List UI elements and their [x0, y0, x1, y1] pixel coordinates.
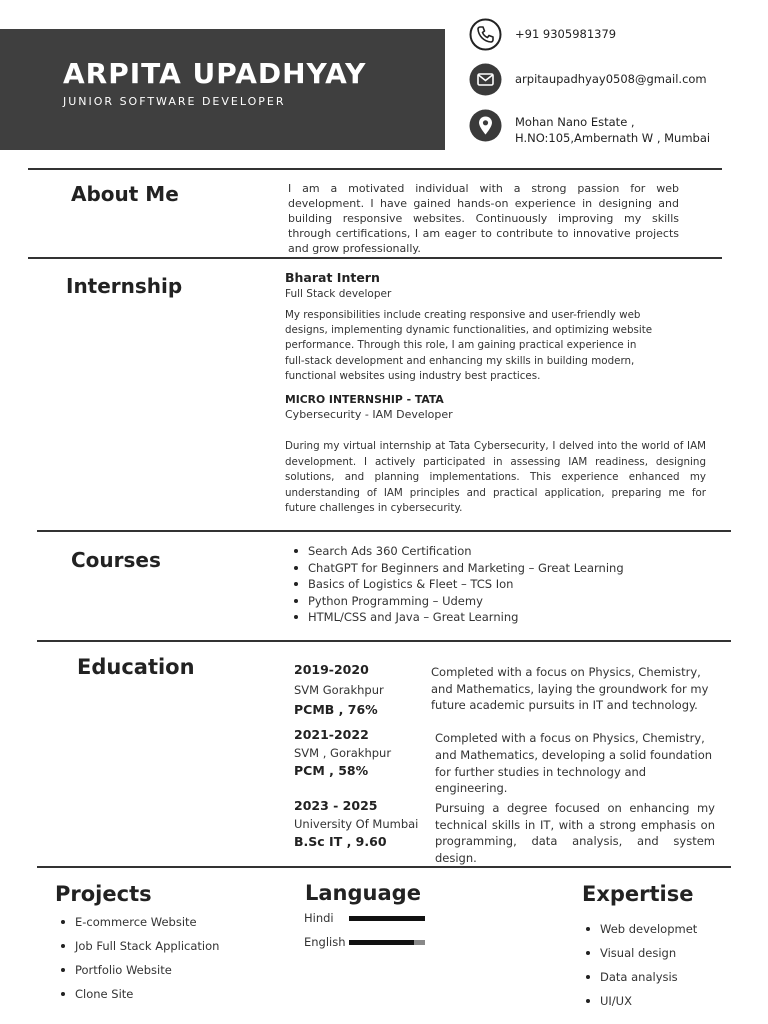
internship-heading: Internship — [66, 274, 183, 298]
internship-description: During my virtual internship at Tata Cybersecurity, I delved into the world of IAM development. I actively participated in assessing IAM readiness, designing solutions, and planning implementations. This experience enhanced my understanding of IAM principles and practical application, preparing me for future challenges in cybersecurity. — [285, 440, 706, 514]
education-result: PCM , 58% — [294, 763, 369, 778]
education-years: 2019-2020 — [294, 662, 369, 677]
internship-role: Full Stack developer — [285, 288, 392, 300]
email-icon — [469, 63, 502, 96]
expertise-item: Web developmet — [584, 917, 697, 941]
language-proficiency-bar — [349, 940, 425, 945]
internship-role: Cybersecurity - IAM Developer — [285, 408, 453, 421]
education-description: Pursuing a degree focused on enhancing my technical skills in IT, with a strong emphasis on programming, data analysis, and system design. — [435, 801, 715, 865]
expertise-item: UI/UX — [584, 989, 697, 1013]
expertise-list — [584, 917, 697, 1013]
about-text: I am a motivated individual with a strong passion for web development. I have gained hands-on experience in designing and building responsive websites. Continuously improving my skills through certifications, I am eager to contribute to innovative projects and grow professionally. — [288, 182, 679, 255]
course-item: ChatGPT for Beginners and Marketing – Great Learning — [292, 560, 624, 577]
internship-company: MICRO INTERNSHIP - TATA — [285, 393, 444, 406]
email-text: arpitaupadhyay0508@gmail.com — [515, 72, 707, 86]
candidate-role: JUNIOR SOFTWARE DEVELOPER — [63, 95, 286, 108]
courses-heading: Courses — [71, 548, 161, 572]
about-heading: About Me — [71, 182, 179, 206]
course-item: Search Ads 360 Certification — [292, 543, 624, 560]
divider — [28, 168, 722, 170]
education-school: SVM , Gorakhpur — [294, 746, 392, 760]
education-heading: Education — [77, 655, 195, 679]
expertise-item: Visual design — [584, 941, 697, 965]
language-proficiency-fill — [349, 940, 414, 945]
address-text — [515, 114, 710, 146]
project-item: Portfolio Website — [59, 958, 219, 982]
language-proficiency-bar — [349, 916, 425, 921]
education-school: SVM Gorakhpur — [294, 683, 384, 697]
candidate-name: ARPITA UPADHYAY — [63, 57, 367, 90]
divider — [37, 866, 731, 868]
courses-list — [292, 543, 624, 626]
internship-company: Bharat Intern — [285, 270, 380, 285]
language-name: English — [304, 935, 346, 949]
education-school: University Of Mumbai — [294, 817, 419, 831]
project-item: Job Full Stack Application — [59, 934, 219, 958]
expertise-item: Data analysis — [584, 965, 697, 989]
language-name: Hindi — [304, 911, 334, 925]
education-years: 2023 - 2025 — [294, 798, 378, 813]
projects-heading: Projects — [55, 882, 152, 906]
phone-text: +91 9305981379 — [515, 27, 617, 41]
expertise-heading: Expertise — [582, 882, 694, 906]
projects-list — [59, 910, 219, 1006]
project-item: E-commerce Website — [59, 910, 219, 934]
divider — [37, 640, 731, 642]
project-item: Clone Site — [59, 982, 219, 1006]
language-heading: Language — [305, 881, 421, 905]
education-description: Completed with a focus on Physics, Chemistry, and Mathematics, laying the groundwork for my future academic pursuits in IT and technology. — [431, 665, 709, 712]
internship-description: My responsibilities include creating responsive and user-friendly web designs, implementing dynamic functionalities, and optimizing website performance. Through this role, I am gaining practical experience in full-stack development and enhancing my skills in building modern, functional websites using industry best practices. — [285, 309, 653, 382]
education-result: PCMB , 76% — [294, 702, 378, 717]
course-item: HTML/CSS and Java – Great Learning — [292, 609, 624, 626]
address-line-2: H.NO:105,Ambernath W , Mumbai — [515, 131, 711, 145]
divider — [37, 530, 731, 532]
divider — [28, 257, 722, 259]
address-line-1: Mohan Nano Estate , — [515, 115, 635, 129]
education-description: Completed with a focus on Physics, Chemistry, and Mathematics, developing a solid foundation for further studies in technology and engineering. — [435, 731, 713, 796]
course-item: Python Programming – Udemy — [292, 593, 624, 610]
course-item: Basics of Logistics & Fleet – TCS Ion — [292, 576, 624, 593]
phone-icon — [469, 18, 502, 51]
education-years: 2021-2022 — [294, 727, 369, 742]
location-pin-icon — [469, 109, 502, 142]
language-proficiency-fill — [349, 916, 425, 921]
education-result: B.Sc IT , 9.60 — [294, 834, 387, 849]
